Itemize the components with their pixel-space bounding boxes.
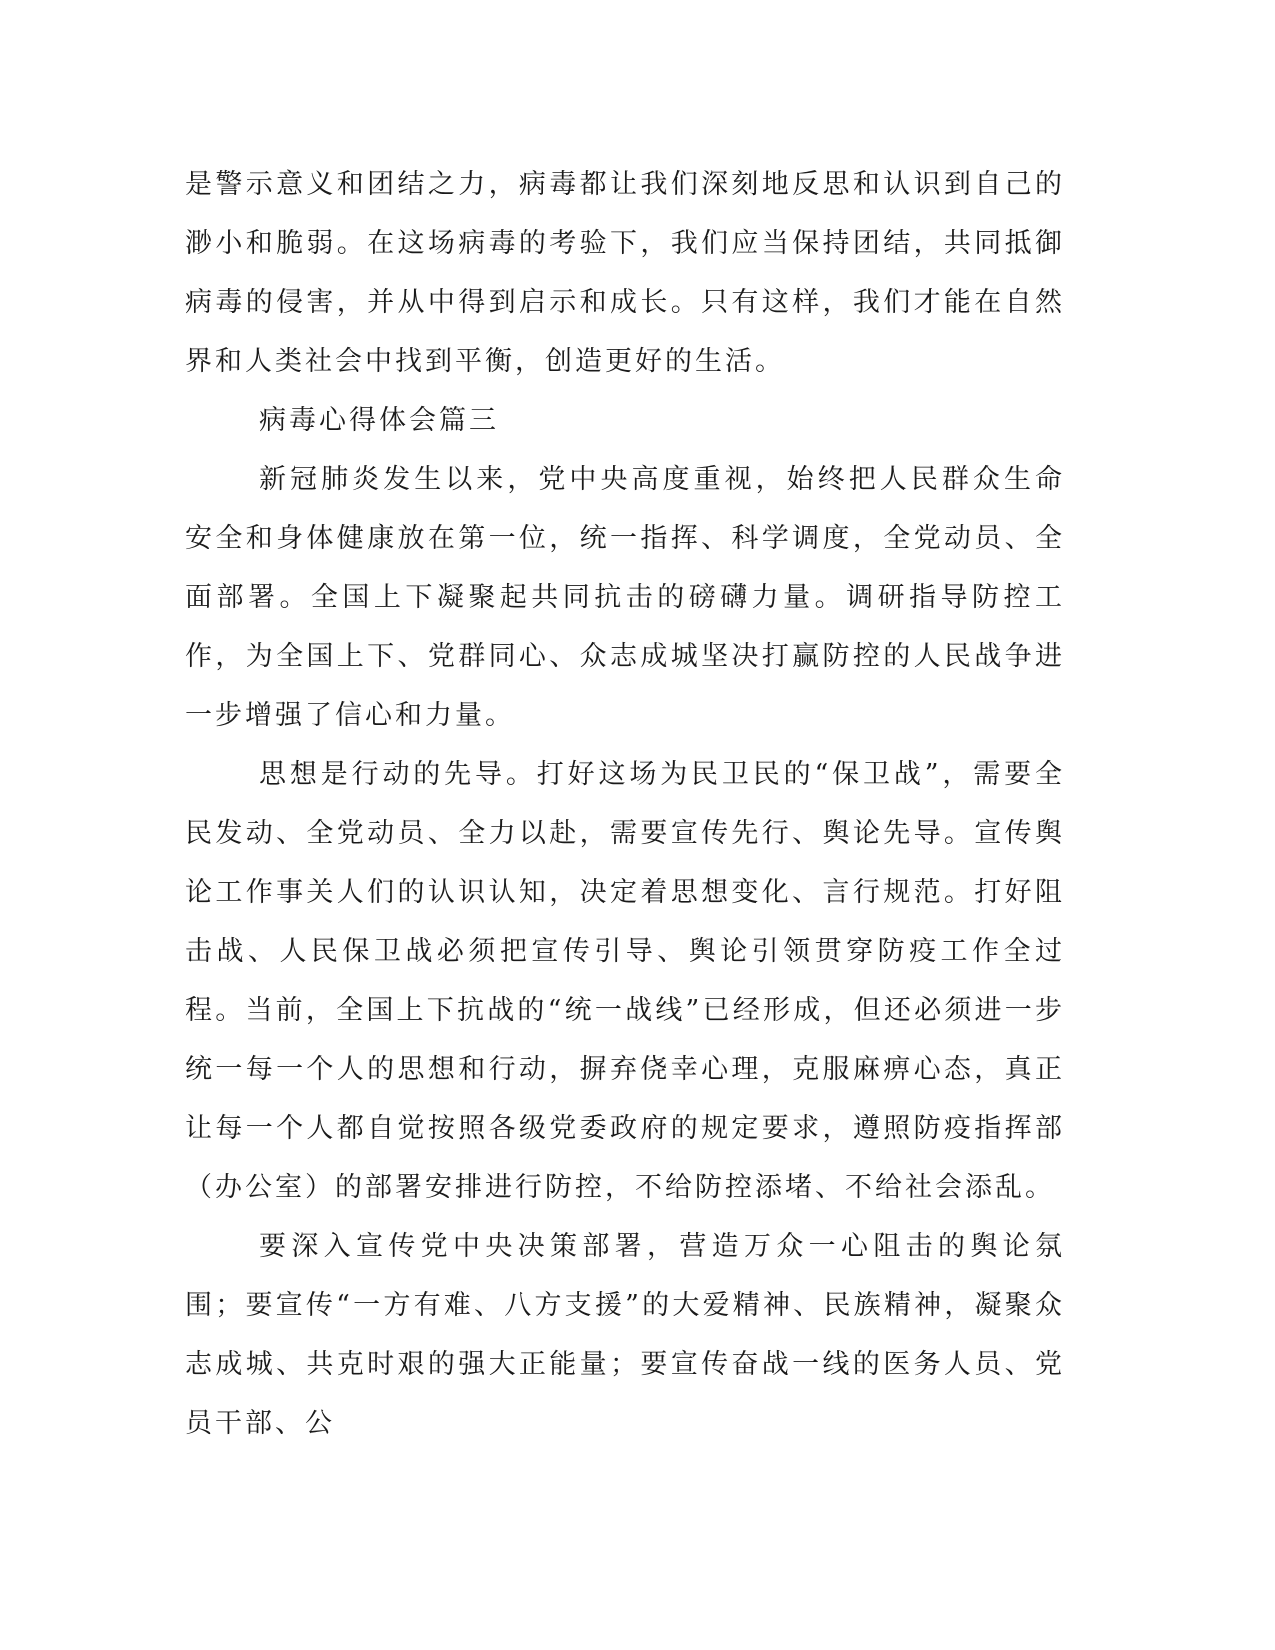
paragraph-covid-overview: 新冠肺炎发生以来，党中央高度重视，始终把人民群众生命安全和身体健康放在第一位，统一指挥、科学调度，全党动员、全面部署。全国上下凝聚起共同抗击的磅礴力量。调研指导防控工作，为全国上下、党群同心、众志成城坚决打赢防控的人民战争进一步增强了信心和力量。 bbox=[185, 464, 1065, 731]
paragraph-intro: 是警示意义和团结之力，病毒都让我们深刻地反思和认识到自己的渺小和脆弱。在这场病毒的考验下，我们应当保持团结，共同抵御病毒的侵害，并从中得到启示和成长。只有这样，我们才能在自然界和人类社会中找到平衡，创造更好的生活。 bbox=[185, 169, 1065, 377]
document-body bbox=[185, 155, 1065, 1453]
paragraph-thought-guidance: 思想是行动的先导。打好这场为民卫民的“保卫战”，需要全民发动、全党动员、全力以赴，需要宣传先行、舆论先导。宣传舆论工作事关人们的认识认知，决定着思想变化、言行规范。打好阻击战、人民保卫战必须把宣传引导、舆论引领贯穿防疫工作全过程。当前，全国上下抗战的“统一战线”已经形成，但还必须进一步统一每一个人的思想和行动，摒弃侥幸心理，克服麻痹心态，真正让每一个人都自觉按照各级党委政府的规定要求，遵照防疫指挥部（办公室）的部署安排进行防控，不给防控添堵、不给社会添乱。 bbox=[185, 759, 1065, 1203]
section-heading: 病毒心得体会篇三 bbox=[259, 405, 499, 436]
paragraph-propaganda: 要深入宣传党中央决策部署，营造万众一心阻击的舆论氛围；要宣传“一方有难、八方支援”的大爱精神、民族精神，凝聚众志成城、共克时艰的强大正能量；要宣传奋战一线的医务人员、党员干部、公 bbox=[185, 1231, 1065, 1439]
